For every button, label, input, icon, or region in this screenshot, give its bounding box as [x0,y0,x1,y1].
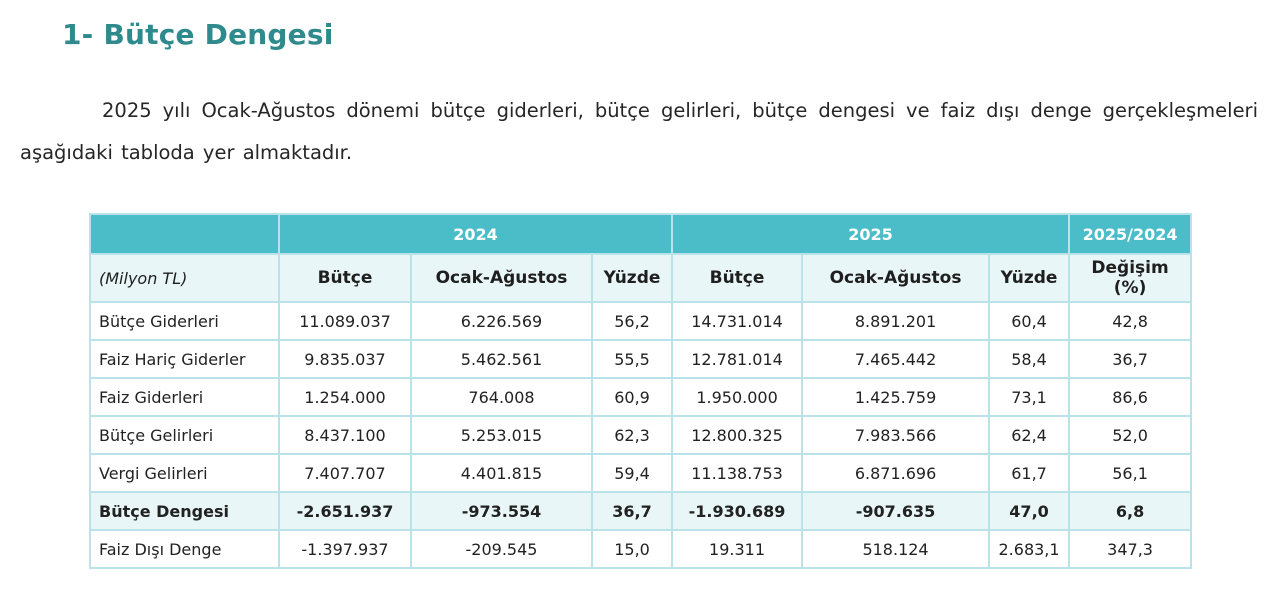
cell-yuzde-2025: 58,4 [989,340,1069,378]
col-degisim [1069,254,1191,302]
cell-yuzde-2024: 59,4 [592,454,672,492]
column-header-row [90,254,1191,302]
cell-ocak-agustos-2025: 8.891.201 [802,302,989,340]
table-row-highlighted [90,492,1191,530]
col-degisim-line1: Değişim [1091,258,1169,278]
cell-degisim: 52,0 [1069,416,1191,454]
cell-ocak-agustos-2025: 7.465.442 [802,340,989,378]
row-label: Vergi Gelirleri [90,454,279,492]
cell-ocak-agustos-2024: -973.554 [411,492,592,530]
table-row [90,378,1191,416]
cell-degisim: 42,8 [1069,302,1191,340]
cell-butce-2024: 1.254.000 [279,378,411,416]
cell-butce-2024: 7.407.707 [279,454,411,492]
col-yuzde-2024: Yüzde [592,254,672,302]
table-row [90,530,1191,568]
cell-yuzde-2024: 36,7 [592,492,672,530]
col-butce-2024: Bütçe [279,254,411,302]
cell-butce-2024: -2.651.937 [279,492,411,530]
cell-butce-2024: 11.089.037 [279,302,411,340]
cell-yuzde-2024: 15,0 [592,530,672,568]
row-label: Bütçe Giderleri [90,302,279,340]
cell-ocak-agustos-2024: 764.008 [411,378,592,416]
section-heading: 1- Bütçe Dengesi [62,18,334,51]
cell-butce-2024: 9.835.037 [279,340,411,378]
cell-yuzde-2025: 61,7 [989,454,1069,492]
cell-degisim: 6,8 [1069,492,1191,530]
cell-butce-2025: 1.950.000 [672,378,802,416]
col-ocak-agustos-2025: Ocak-Ağustos [802,254,989,302]
cell-degisim: 86,6 [1069,378,1191,416]
table-row [90,454,1191,492]
table-row [90,340,1191,378]
row-label: Bütçe Dengesi [90,492,279,530]
cell-yuzde-2024: 55,5 [592,340,672,378]
cell-ocak-agustos-2025: 7.983.566 [802,416,989,454]
intro-paragraph: 2025 yılı Ocak-Ağustos dönemi bütçe giderleri, bütçe gelirleri, bütçe dengesi ve faiz dışı denge gerçekleşmeleri aşağıdaki tabloda yer almaktadır. [20,99,1258,164]
cell-butce-2024: -1.397.937 [279,530,411,568]
cell-ocak-agustos-2024: -209.545 [411,530,592,568]
cell-yuzde-2025: 47,0 [989,492,1069,530]
cell-butce-2025: 14.731.014 [672,302,802,340]
budget-balance-table [89,213,1192,569]
cell-degisim: 347,3 [1069,530,1191,568]
row-label: Faiz Giderleri [90,378,279,416]
row-label: Faiz Hariç Giderler [90,340,279,378]
cell-yuzde-2025: 73,1 [989,378,1069,416]
cell-yuzde-2025: 60,4 [989,302,1069,340]
year-header-row [90,214,1191,254]
cell-butce-2025: 11.138.753 [672,454,802,492]
cell-butce-2024: 8.437.100 [279,416,411,454]
year-2025-header: 2025 [672,214,1069,254]
year-2024-header: 2024 [279,214,672,254]
cell-yuzde-2024: 60,9 [592,378,672,416]
cell-yuzde-2025: 2.683,1 [989,530,1069,568]
cell-degisim: 56,1 [1069,454,1191,492]
cell-degisim: 36,7 [1069,340,1191,378]
cell-butce-2025: 12.800.325 [672,416,802,454]
cell-yuzde-2024: 62,3 [592,416,672,454]
table-row [90,416,1191,454]
col-yuzde-2025: Yüzde [989,254,1069,302]
cell-ocak-agustos-2024: 6.226.569 [411,302,592,340]
col-ocak-agustos-2024: Ocak-Ağustos [411,254,592,302]
cell-yuzde-2025: 62,4 [989,416,1069,454]
unit-label: (Milyon TL) [90,254,279,302]
cell-yuzde-2024: 56,2 [592,302,672,340]
col-butce-2025: Bütçe [672,254,802,302]
row-label: Faiz Dışı Denge [90,530,279,568]
cell-ocak-agustos-2025: -907.635 [802,492,989,530]
cell-ocak-agustos-2025: 1.425.759 [802,378,989,416]
cell-ocak-agustos-2025: 6.871.696 [802,454,989,492]
cell-butce-2025: 19.311 [672,530,802,568]
cell-ocak-agustos-2024: 5.253.015 [411,416,592,454]
col-degisim-line2: (%) [1113,278,1147,298]
cell-ocak-agustos-2024: 5.462.561 [411,340,592,378]
cell-ocak-agustos-2024: 4.401.815 [411,454,592,492]
cell-butce-2025: 12.781.014 [672,340,802,378]
row-label: Bütçe Gelirleri [90,416,279,454]
change-period-header: 2025/2024 [1069,214,1191,254]
empty-header-cell [90,214,279,254]
cell-butce-2025: -1.930.689 [672,492,802,530]
table-row [90,302,1191,340]
cell-ocak-agustos-2025: 518.124 [802,530,989,568]
